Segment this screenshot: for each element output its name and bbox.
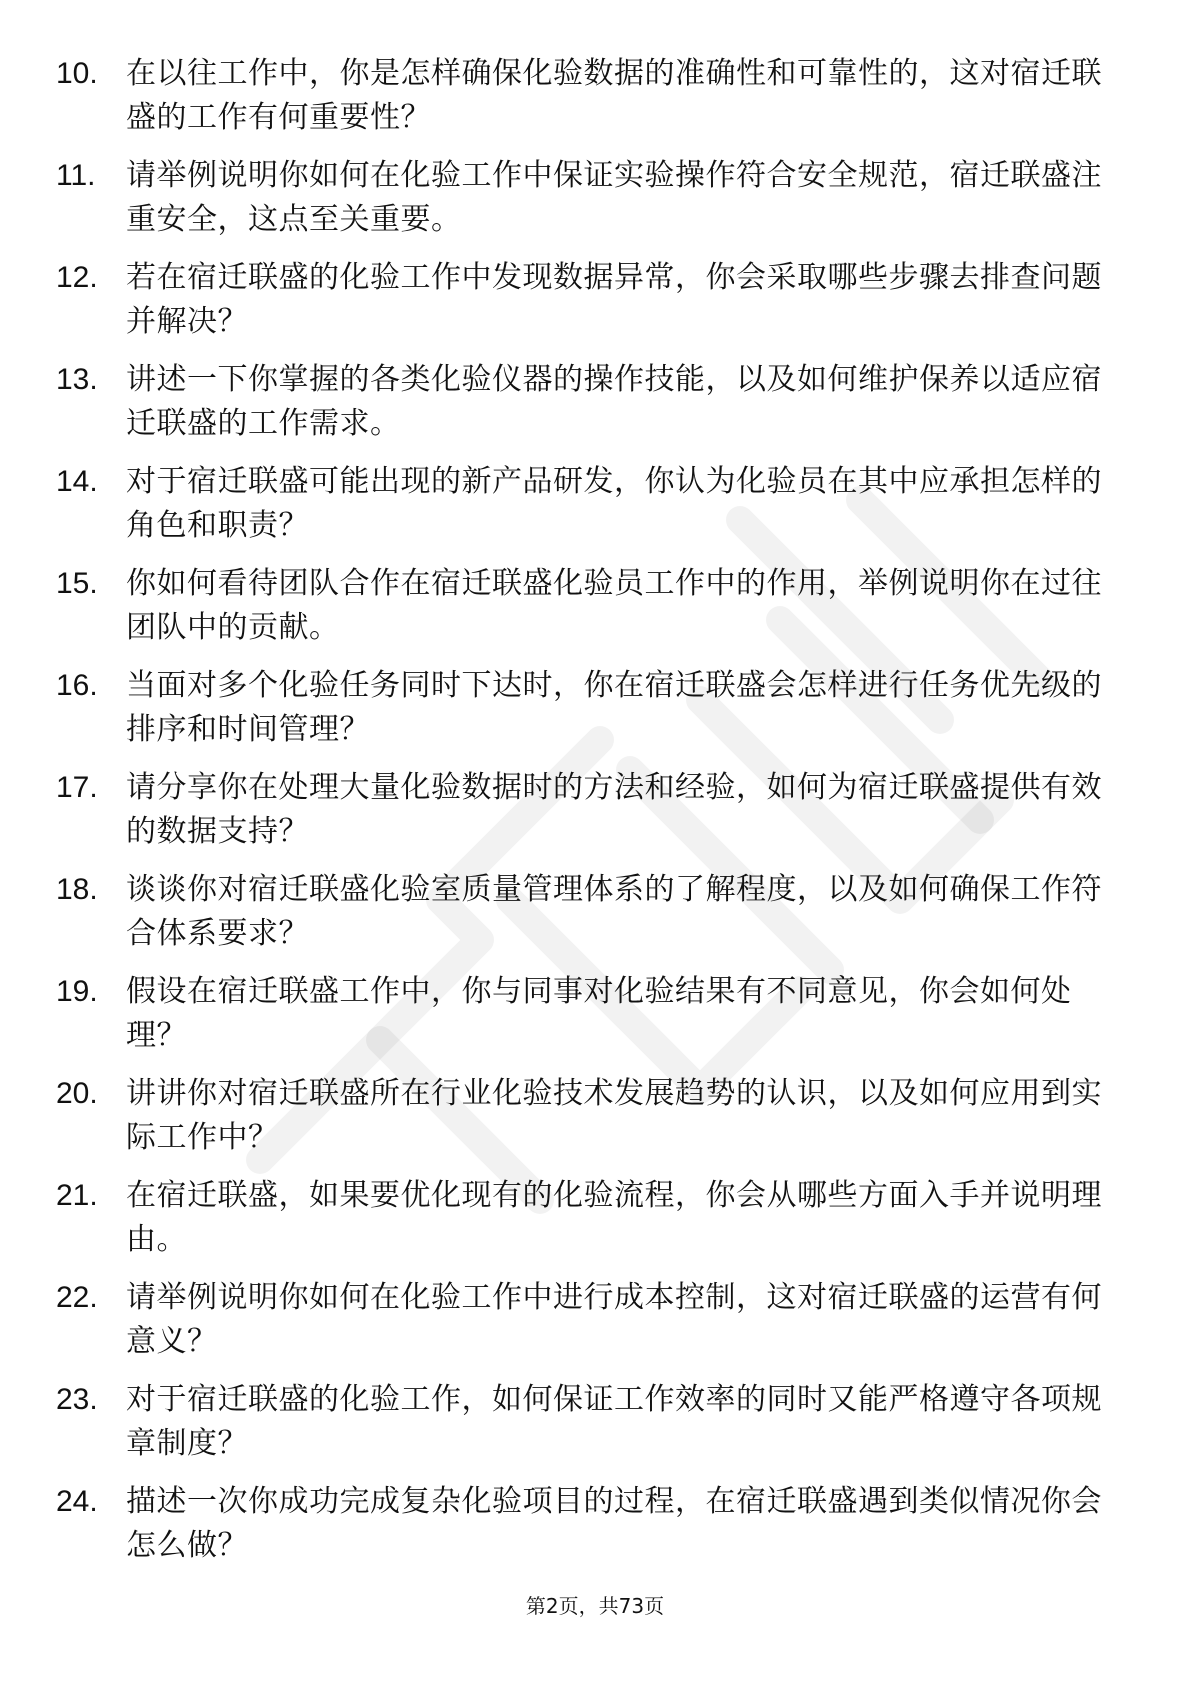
- question-item: [56, 256, 1106, 358]
- question-item: [56, 1072, 1106, 1174]
- question-text: 对于宿迁联盛的化验工作，如何保证工作效率的同时又能严格遵守各项规章制度？: [126, 1382, 1102, 1461]
- question-number: 12.: [56, 261, 98, 294]
- question-number: 24.: [56, 1485, 98, 1518]
- question-number: 19.: [56, 975, 98, 1008]
- question-number: 21.: [56, 1179, 98, 1212]
- question-text: 在以往工作中，你是怎样确保化验数据的准确性和可靠性的，这对宿迁联盛的工作有何重要性？: [126, 56, 1102, 135]
- question-item: [56, 664, 1106, 766]
- question-number: 20.: [56, 1077, 98, 1110]
- question-item: [56, 1174, 1106, 1276]
- question-number: 10.: [56, 57, 98, 90]
- page-footer: 第2页，共73页: [525, 1594, 665, 1618]
- question-number: 22.: [56, 1281, 98, 1314]
- question-item: [56, 562, 1106, 664]
- question-number: 18.: [56, 873, 98, 906]
- question-item: [56, 868, 1106, 970]
- question-number: 17.: [56, 771, 98, 804]
- question-text: 描述一次你成功完成复杂化验项目的过程，在宿迁联盛遇到类似情况你会怎么做？: [126, 1484, 1102, 1563]
- question-text: 请分享你在处理大量化验数据时的方法和经验，如何为宿迁联盛提供有效的数据支持？: [126, 770, 1102, 849]
- question-number: 23.: [56, 1383, 98, 1416]
- question-text: 在宿迁联盛，如果要优化现有的化验流程，你会从哪些方面入手并说明理由。: [126, 1178, 1102, 1257]
- question-item: [56, 1378, 1106, 1480]
- question-item: [56, 358, 1106, 460]
- question-number: 14.: [56, 465, 98, 498]
- question-item: [56, 1480, 1106, 1582]
- question-text: 讲述一下你掌握的各类化验仪器的操作技能，以及如何维护保养以适应宿迁联盛的工作需求。: [126, 362, 1102, 441]
- question-text: 当面对多个化验任务同时下达时，你在宿迁联盛会怎样进行任务优先级的排序和时间管理？: [126, 668, 1102, 747]
- question-item: [56, 970, 1106, 1072]
- question-item: [56, 1276, 1106, 1378]
- question-text: 假设在宿迁联盛工作中，你与同事对化验结果有不同意见，你会如何处理？: [126, 974, 1072, 1053]
- question-number: 16.: [56, 669, 98, 702]
- question-item: [56, 460, 1106, 562]
- question-number: 11.: [56, 159, 96, 192]
- question-text: 请举例说明你如何在化验工作中进行成本控制，这对宿迁联盛的运营有何意义？: [126, 1280, 1102, 1359]
- question-text: 对于宿迁联盛可能出现的新产品研发，你认为化验员在其中应承担怎样的角色和职责？: [126, 464, 1102, 543]
- question-list: [56, 52, 1106, 1582]
- question-item: [56, 766, 1106, 868]
- question-text: 谈谈你对宿迁联盛化验室质量管理体系的了解程度，以及如何确保工作符合体系要求？: [126, 872, 1102, 951]
- question-item: [56, 154, 1106, 256]
- question-text: 请举例说明你如何在化验工作中保证实验操作符合安全规范，宿迁联盛注重安全，这点至关重要。: [126, 158, 1102, 237]
- question-number: 13.: [56, 363, 98, 396]
- question-item: [56, 52, 1106, 154]
- question-text: 你如何看待团队合作在宿迁联盛化验员工作中的作用，举例说明你在过往团队中的贡献。: [126, 566, 1102, 645]
- question-number: 15.: [56, 567, 98, 600]
- question-text: 讲讲你对宿迁联盛所在行业化验技术发展趋势的认识，以及如何应用到实际工作中？: [126, 1076, 1102, 1155]
- question-text: 若在宿迁联盛的化验工作中发现数据异常，你会采取哪些步骤去排查问题并解决？: [126, 260, 1102, 339]
